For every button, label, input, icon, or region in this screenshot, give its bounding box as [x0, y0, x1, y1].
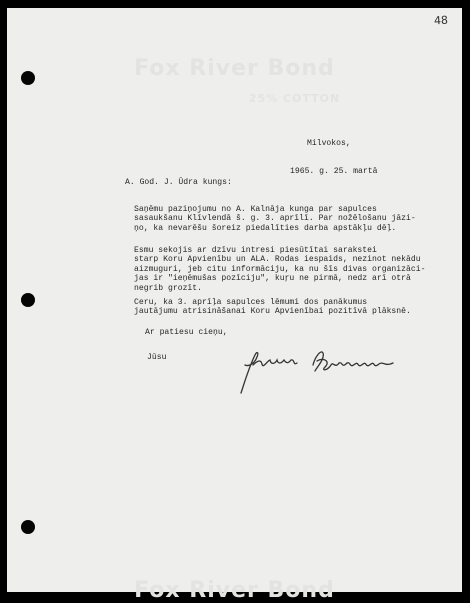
place-date	[290, 120, 378, 195]
paper-watermark-bottom: Fox River Bond	[134, 578, 335, 603]
handwritten-signature	[235, 343, 405, 398]
letter-paragraph: Saņēmu paziņojumu no A. Kalnāja kunga par sapulces sasaukšanu Klīvlendā š. g. 3. aprīlī. Par nožēlošanu jāzi- ņo, ka nevarēšu šoreiz piedalīties darba apstākļu dēļ.	[134, 205, 416, 233]
letter-salutation: A. God. J. Ūdra kungs:	[125, 178, 232, 187]
punch-hole	[21, 520, 35, 534]
letter-paragraph: Ceru, ka 3. aprīļa sapulces lēmumi dos panākumus jautājumu atrisināšanai Koru Apvienībai pozitīvā plāksnē.	[134, 298, 411, 317]
paper-watermark-cotton: 25% COTTON	[248, 92, 341, 105]
letter-yours: Jūsu	[147, 353, 167, 362]
letter-closing: Ar patiesu cieņu,	[145, 328, 228, 337]
punch-hole	[21, 293, 35, 307]
letter-date: 1965. g. 25. martā	[290, 167, 378, 177]
letter-place: Milvokos,	[307, 138, 351, 148]
paper-watermark: Fox River Bond	[134, 56, 335, 81]
letter-paragraph: Esmu sekojis ar dzīvu intresi piesūtītai sarakstei starp Koru Apvienību un ALA. Rodas iespaids, nezinot nekādu aizmuguri, jeb citu informāciju, ka nu šīs divas organizāci- jas ir "ieņēmušas pozīciju", kuŗu ne pirmā, nedz arī otrā negrib grozīt.	[134, 246, 426, 293]
letter-page	[7, 8, 462, 603]
page-number: 48	[433, 13, 449, 28]
